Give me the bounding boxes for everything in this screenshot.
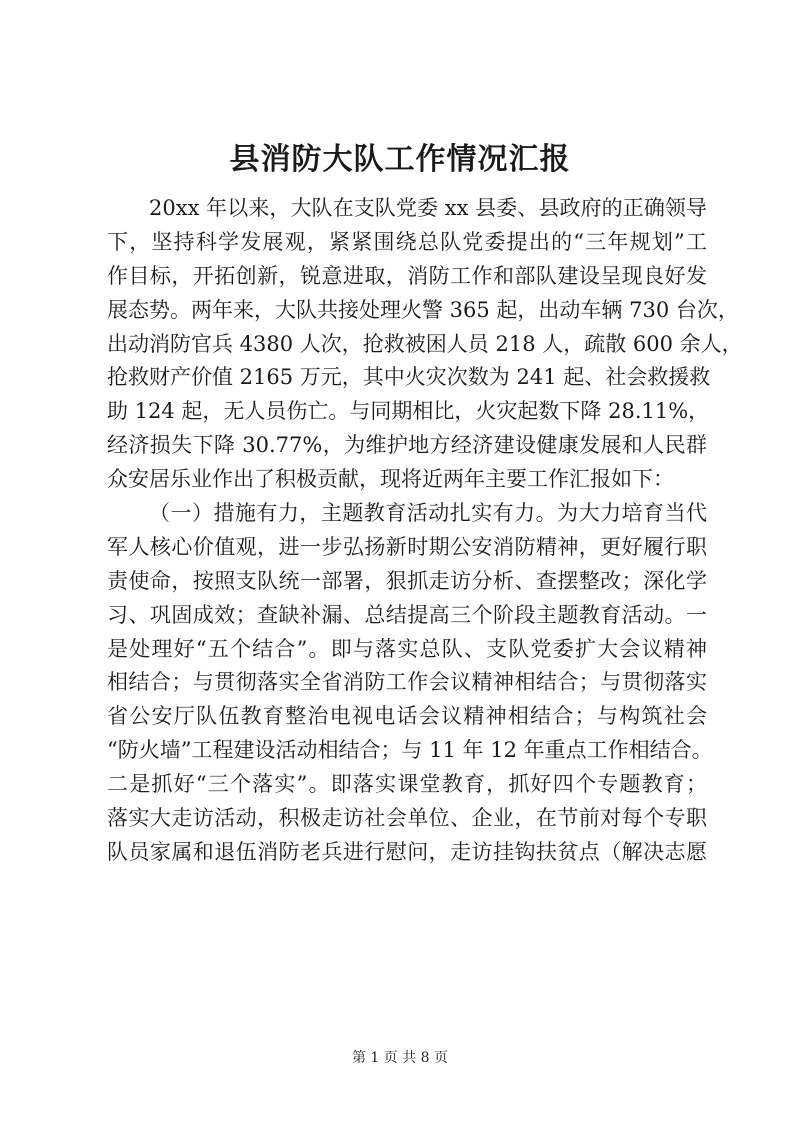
text-line: 责使命，按照支队统一部署，狠抓走访分析、查摆整改；深化学	[107, 568, 707, 593]
text-line: 展态势。两年来，大队共接处理火警 365 起，出动车辆 730 台次，	[107, 297, 739, 322]
text-line: 相结合；与贯彻落实全省消防工作会议精神相结合；与贯彻落实	[107, 670, 707, 695]
text-line: 队员家属和退伍消防老兵进行慰问，走访挂钩扶贫点（解决志愿	[107, 839, 707, 864]
document-body	[107, 192, 743, 870]
text-line: “防火墙”工程建设活动相结合；与 11 年 12 年重点工作相结合。	[107, 738, 713, 763]
text-line: 习、巩固成效；查缺补漏、总结提高三个阶段主题教育活动。一	[107, 602, 707, 627]
text-line: 众安居乐业作出了积极贡献，现将近两年主要工作汇报如下：	[107, 467, 674, 492]
text-line: 省公安厅队伍教育整治电视电话会议精神相结合；与构筑社会	[107, 704, 707, 729]
page-number-footer: 第 1 页 共 8 页	[351, 1050, 449, 1066]
text-line: 是处理好“五个结合”。即与落实总队、支队党委扩大会议精神	[107, 636, 707, 661]
text-line: 落实大走访活动，积极走访社会单位、企业，在节前对每个专职	[107, 806, 707, 831]
text-line: 经济损失下降 30.77%，为维护地方经济建设健康发展和人民群	[107, 433, 707, 458]
text-line: （一）措施有力，主题教育活动扎实有力。为大力培育当代	[149, 501, 707, 526]
text-line: 下，坚持科学发展观，紧紧围绕总队党委提出的“三年规划”工	[107, 229, 707, 254]
text-line: 作目标，开拓创新，锐意进取，消防工作和部队建设呈现良好发	[107, 263, 707, 288]
text-line: 出动消防官兵 4380 人次，抢救被困人员 218 人，疏散 600 余人，	[107, 331, 743, 356]
text-line: 助 124 起，无人员伤亡。与同期相比，火灾起数下降 28.11%，	[107, 399, 710, 424]
text-line: 抢救财产价值 2165 万元，其中火灾次数为 241 起、社会救援救	[107, 365, 711, 390]
text-line: 20xx 年以来，大队在支队党委 xx 县委、县政府的正确领导	[149, 196, 707, 220]
document-title: 县消防大队工作情况汇报	[229, 142, 571, 177]
text-line: 二是抓好“三个落实”。即落实课堂教育，抓好四个专题教育；	[107, 772, 707, 797]
text-line: 军人核心价值观，进一步弘扬新时期公安消防精神，更好履行职	[107, 534, 707, 559]
